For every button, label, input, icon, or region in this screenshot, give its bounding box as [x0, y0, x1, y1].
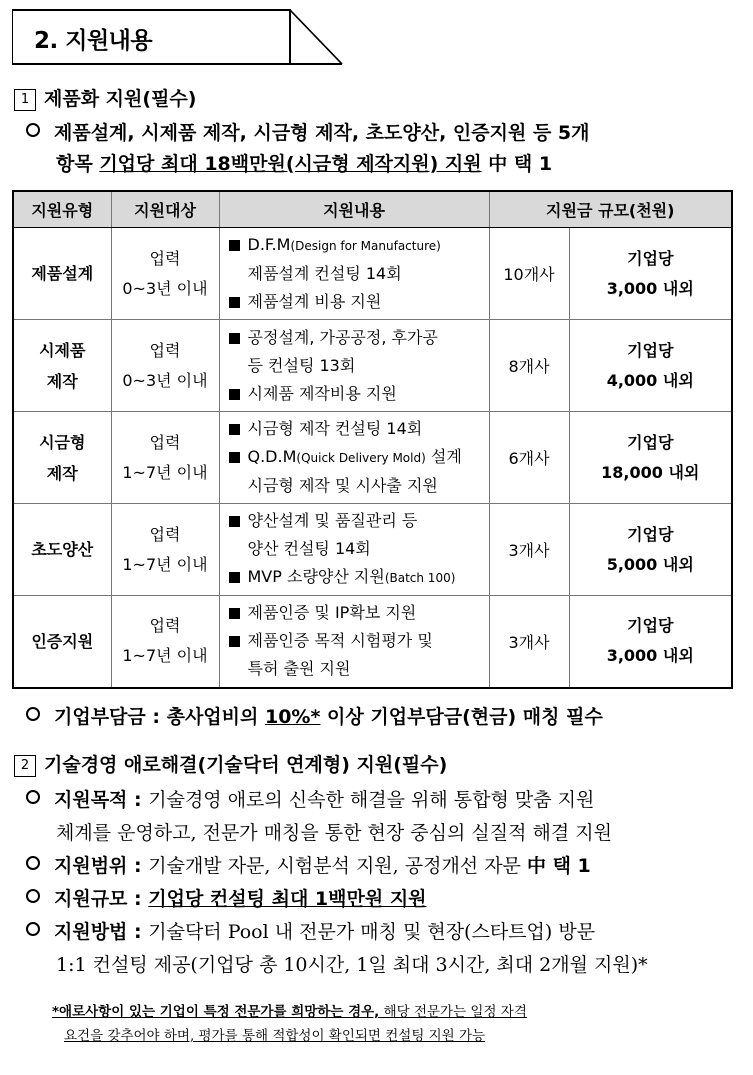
content-line — [248, 443, 485, 472]
cell-count: 10개사 — [489, 228, 569, 320]
scale-line: 기업당 — [627, 616, 674, 636]
header-target: 지원대상 — [111, 191, 219, 228]
content-line — [248, 380, 485, 408]
square-bullet-icon — [229, 333, 240, 344]
purpose-label: 지원목적 : — [54, 789, 149, 811]
type-line: 시금형 — [39, 432, 86, 452]
square-bullet-icon — [229, 452, 240, 463]
part1-intro-line1: 제품설계, 시제품 제작, 시금형 제작, 초도양산, 인증지원 등 5개 — [54, 122, 590, 144]
bullet-circle-icon — [26, 856, 40, 870]
scale-line: 기업당 — [627, 524, 674, 544]
content-item — [224, 415, 485, 443]
content-text: 설계 — [425, 447, 462, 466]
cell-content — [219, 320, 489, 412]
content-text: Q.D.M — [247, 447, 297, 466]
content-item — [224, 443, 485, 500]
content-line — [248, 507, 485, 535]
content-item — [224, 599, 485, 627]
square-bullet-icon — [229, 572, 240, 583]
footnote-text-1: 해당 전문가는 일정 자격 — [379, 1004, 527, 1020]
content-text: 제품인증 및 IP확보 지원 — [247, 603, 417, 623]
cell-content — [219, 412, 489, 504]
part1-heading-text: 제품화 지원(필수) — [44, 88, 197, 110]
section-header — [12, 8, 344, 66]
part2-number-box: 2 — [14, 755, 36, 777]
bullet-circle-icon — [26, 922, 40, 936]
cell-type — [13, 504, 111, 596]
burden-bullet — [26, 702, 603, 733]
cell-scale — [569, 504, 732, 596]
content-line — [248, 599, 485, 627]
method-text-2: 1:1 컨설팅 제공(기업당 총 10시간, 1일 최대 3시간, 최대 2개월 지원)* — [56, 954, 648, 976]
content-text: 시금형 제작 컨설팅 14회 — [247, 419, 423, 438]
content-item — [224, 288, 485, 316]
content-line — [248, 627, 485, 655]
method-label: 지원방법 : — [54, 921, 149, 943]
bullet-circle-icon — [26, 790, 40, 804]
square-bullet-icon — [229, 636, 240, 647]
content-line — [248, 535, 485, 563]
content-text: 공정설계, 가공공정, 후가공 — [247, 327, 438, 347]
cell-scale — [569, 412, 732, 504]
cell-type — [13, 596, 111, 688]
content-text: MVP 소량양산 지원 — [247, 567, 385, 586]
content-line — [248, 352, 485, 380]
target-line: 업력 — [149, 340, 181, 360]
cell-type — [13, 228, 111, 320]
burden-percent: 10%* — [264, 706, 321, 728]
size-bullet — [26, 883, 741, 916]
cell-count: 6개사 — [489, 412, 569, 504]
scope-text: 기술개발 자문, 시험분석 지원, 공정개선 자문 — [148, 855, 527, 877]
target-line: 1~7년 이내 — [122, 554, 208, 574]
cell-count: 3개사 — [489, 596, 569, 688]
content-text: 시제품 제작비용 지원 — [247, 383, 397, 403]
cell-target — [111, 504, 219, 596]
part1-intro-line2-underlined: 기업당 최대 18백만원(시금형 제작지원) 지원 — [99, 153, 482, 175]
table-row — [13, 320, 732, 412]
scope-bold: 中 택 1 — [526, 855, 591, 877]
target-line: 0~3년 이내 — [122, 370, 208, 390]
scope-bullet — [26, 850, 741, 883]
scale-line: 5,000 내외 — [606, 554, 694, 574]
content-text: 제품설계 컨설팅 14회 — [247, 264, 402, 283]
content-line — [248, 260, 485, 288]
part1-intro-line2b: 中 택 1 — [481, 153, 553, 175]
content-item — [224, 324, 485, 380]
part2-bullets — [26, 784, 741, 982]
content-text: 시금형 제작 및 시사출 지원 — [247, 476, 438, 495]
purpose-text-1: 기술경영 애로의 신속한 해결을 위해 통합형 맞춤 지원 — [148, 789, 595, 811]
cell-content — [219, 596, 489, 688]
square-bullet-icon — [229, 389, 240, 400]
target-line: 업력 — [149, 616, 181, 636]
cell-count: 8개사 — [489, 320, 569, 412]
scope-label: 지원범위 : — [54, 855, 149, 877]
support-table — [12, 190, 733, 689]
target-line: 1~7년 이내 — [122, 646, 208, 666]
method-text-1: 기술닥터 Pool 내 전문가 매칭 및 현장(스타트업) 방문 — [148, 921, 596, 943]
square-bullet-icon — [229, 424, 240, 435]
cell-target — [111, 320, 219, 412]
content-text: 양산 컨설팅 14회 — [247, 539, 371, 558]
cell-content — [219, 228, 489, 320]
table-row — [13, 412, 732, 504]
scale-line: 4,000 내외 — [606, 370, 694, 390]
scale-line: 18,000 내외 — [601, 462, 700, 482]
cell-count: 3개사 — [489, 504, 569, 596]
content-line — [248, 563, 485, 592]
target-line: 0~3년 이내 — [122, 278, 208, 298]
size-text: 기업당 컨설팅 최대 1백만원 지원 — [148, 888, 427, 910]
cell-target — [111, 412, 219, 504]
cell-type — [13, 412, 111, 504]
cell-scale — [569, 228, 732, 320]
content-text: 제품설계 비용 지원 — [247, 292, 382, 311]
cell-scale — [569, 320, 732, 412]
scale-line: 3,000 내외 — [606, 278, 694, 298]
type-line: 제작 — [46, 371, 78, 391]
content-small-text: (Batch 100) — [384, 571, 456, 585]
footnote-bold: *애로사항이 있는 기업이 특정 전문가를 희망하는 경우, — [52, 1004, 380, 1020]
content-text: 양산설계 및 품질관리 등 — [247, 511, 418, 530]
scale-line: 기업당 — [627, 248, 674, 268]
footnote — [52, 1000, 742, 1048]
scale-line: 기업당 — [627, 340, 674, 360]
header-scale: 지원금 규모(천원) — [489, 191, 732, 228]
type-line: 제작 — [46, 463, 78, 483]
section-title: 2. 지원내용 — [34, 28, 153, 54]
footnote-text-2: 요건을 갖추어야 하며, 평가를 통해 적합성이 확인되면 컨설팅 지원 가능 — [64, 1028, 486, 1044]
part2-heading-text: 기술경영 애로해결(기술닥터 연계형) 지원(필수) — [44, 754, 448, 776]
target-line: 1~7년 이내 — [122, 462, 208, 482]
part1-heading — [14, 84, 196, 111]
scale-line: 기업당 — [627, 432, 674, 452]
purpose-text-2: 체계를 운영하고, 전문가 매칭을 통한 현장 중심의 실질적 해결 지원 — [56, 822, 612, 844]
content-text: 특허 출원 지원 — [247, 659, 351, 679]
size-label: 지원규모 : — [54, 888, 149, 910]
content-item — [224, 380, 485, 408]
burden-text-a: 기업부담금 : 총사업비의 — [54, 706, 265, 728]
bullet-circle-icon — [26, 889, 40, 903]
purpose-bullet — [26, 784, 741, 817]
square-bullet-icon — [229, 240, 240, 251]
square-bullet-icon — [229, 297, 240, 308]
table-row — [13, 228, 732, 320]
content-item — [224, 627, 485, 683]
target-line: 업력 — [149, 524, 181, 544]
burden-text-b: 이상 기업부담금(현금) 매칭 필수 — [320, 706, 603, 728]
content-text: D.F.M — [247, 235, 291, 254]
table-row — [13, 596, 732, 688]
target-line: 업력 — [149, 432, 181, 452]
cell-content — [219, 504, 489, 596]
square-bullet-icon — [229, 516, 240, 527]
part1-intro — [26, 118, 741, 180]
part1-number-box: 1 — [14, 89, 36, 111]
content-small-text: (Design for Manufacture) — [290, 239, 441, 253]
method-bullet — [26, 916, 741, 949]
content-small-text: (Quick Delivery Mold) — [296, 451, 426, 465]
table-row — [13, 504, 732, 596]
content-line — [248, 231, 485, 260]
part1-intro-line2a: 항목 — [56, 153, 100, 175]
content-item — [224, 563, 485, 592]
bullet-circle-icon — [26, 707, 40, 721]
target-line: 업력 — [149, 248, 181, 268]
type-line: 제품설계 — [31, 264, 94, 283]
part2-heading — [14, 750, 447, 777]
content-line — [248, 324, 485, 352]
content-text: 제품인증 목적 시험평가 및 — [247, 631, 433, 651]
type-line: 시제품 — [39, 340, 86, 360]
cell-type — [13, 320, 111, 412]
header-content: 지원내용 — [219, 191, 489, 228]
content-line — [248, 288, 485, 316]
table-header-row — [13, 191, 732, 228]
type-line: 초도양산 — [31, 540, 94, 559]
content-text: 등 컨설팅 13회 — [247, 355, 356, 375]
content-line — [248, 415, 485, 443]
cell-target — [111, 228, 219, 320]
header-type: 지원유형 — [13, 191, 111, 228]
square-bullet-icon — [229, 608, 240, 619]
bullet-circle-icon — [26, 123, 40, 137]
content-line — [248, 472, 485, 500]
type-line: 인증지원 — [31, 631, 94, 651]
scale-line: 3,000 내외 — [606, 646, 694, 666]
content-item — [224, 231, 485, 288]
cell-target — [111, 596, 219, 688]
content-item — [224, 507, 485, 563]
content-line — [248, 655, 485, 683]
cell-scale — [569, 596, 732, 688]
